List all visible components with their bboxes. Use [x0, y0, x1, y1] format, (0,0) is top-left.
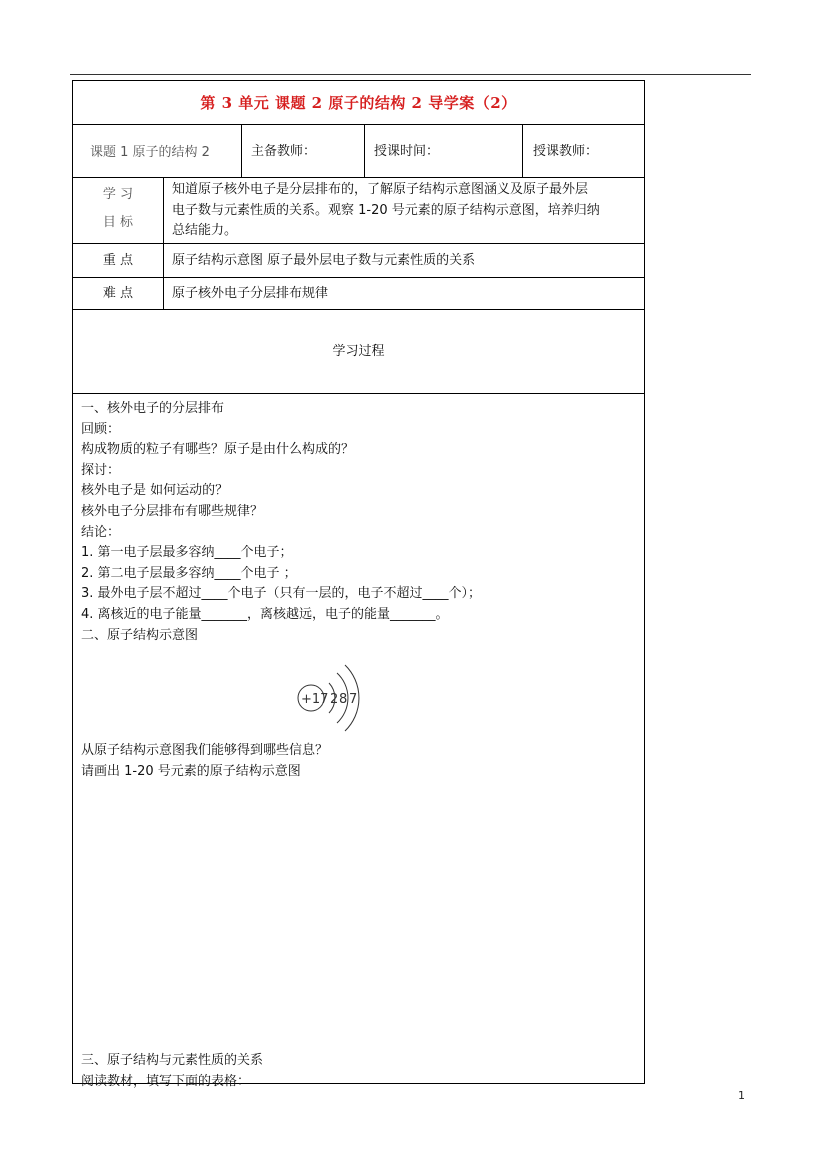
teacher-label: 主备教师： [241, 125, 364, 177]
info-row [73, 125, 644, 178]
difficulty-text: 原子核外电子分层排布规律 [163, 278, 644, 309]
section-2 [81, 741, 328, 782]
goals-label-line2: 目 标 [102, 215, 134, 230]
lesson-plan-table [72, 80, 645, 1089]
page-title: 第 3 单元 课题 2 原子的结构 2 导学案（2） [200, 94, 517, 112]
diagram-question: 从原子结构示意图我们能够得到哪些信息？ [81, 743, 329, 758]
page-number: 1 [738, 1089, 745, 1102]
difficulty-row [73, 278, 644, 310]
difficulty-label: 难 点 [102, 286, 134, 301]
process-title: 学习过程 [332, 344, 385, 359]
title-row [73, 81, 644, 125]
explore-label: 探讨： [81, 462, 121, 478]
shell-1-count: 2 [330, 692, 339, 707]
explore-question-1: 核外电子是 如何运动的？ [81, 483, 229, 499]
key-point-label: 重 点 [102, 253, 134, 268]
nucleus-charge: +17 [301, 692, 329, 707]
section-3 [81, 1051, 263, 1092]
lesson-name: 课题 1 原子的结构 2 [90, 145, 210, 160]
goals-line-2: 电子数与元素性质的关系。观察 1-20 号元素的原子结构示意图，培养归纳 [172, 202, 600, 218]
conclusion-item-2: 2. 第二电子层最多容纳____个电子 ； [81, 565, 297, 581]
goals-row [73, 178, 644, 244]
conclusion-item-3: 3. 最外电子层不超过____个电子（只有一层的，电子不超过____个）； [81, 586, 482, 602]
conclusion-item-4: 4. 离核近的电子能量_______，离核越远，电子的能量_______。 [81, 606, 449, 622]
shell-2-count: 8 [339, 692, 348, 707]
shell-3-count: 7 [349, 692, 358, 707]
goals-text [163, 178, 644, 243]
key-point-text: 原子结构示意图 原子最外层电子数与元素性质的关系 [163, 244, 644, 277]
review-label: 回顾： [81, 421, 121, 437]
explore-question-2: 核外电子分层排布有哪些规律？ [81, 503, 264, 519]
section-1 [81, 399, 481, 646]
process-title-row [73, 310, 644, 394]
conclusion-label: 结论： [81, 524, 121, 540]
lecturer-label: 授课教师： [522, 125, 644, 177]
section-3-instruction: 阅读教材，填写下面的表格： [81, 1073, 251, 1089]
header-rule [70, 74, 751, 75]
goals-label-line1: 学 习 [102, 187, 134, 202]
section-1-heading: 一、核外电子的分层排布 [81, 401, 225, 416]
section-3-heading: 三、原子结构与元素性质的关系 [81, 1053, 264, 1068]
review-question: 构成物质的粒子有哪些？原子是由什么构成的？ [81, 442, 355, 458]
time-label: 授课时间： [364, 125, 522, 177]
goals-line-1: 知道原子核外电子是分层排布的，了解原子结构示意图涵义及原子最外层 [172, 182, 589, 197]
goals-label [73, 178, 163, 243]
conclusion-item-1: 1. 第一电子层最多容纳____个电子； [81, 545, 293, 561]
goals-line-3: 总结能力。 [172, 223, 238, 238]
diagram-task: 请画出 1-20 号元素的原子结构示意图 [81, 763, 301, 779]
atom-structure-diagram [293, 657, 373, 737]
key-point-row [73, 244, 644, 278]
section-2-heading: 二、原子结构示意图 [81, 627, 199, 643]
